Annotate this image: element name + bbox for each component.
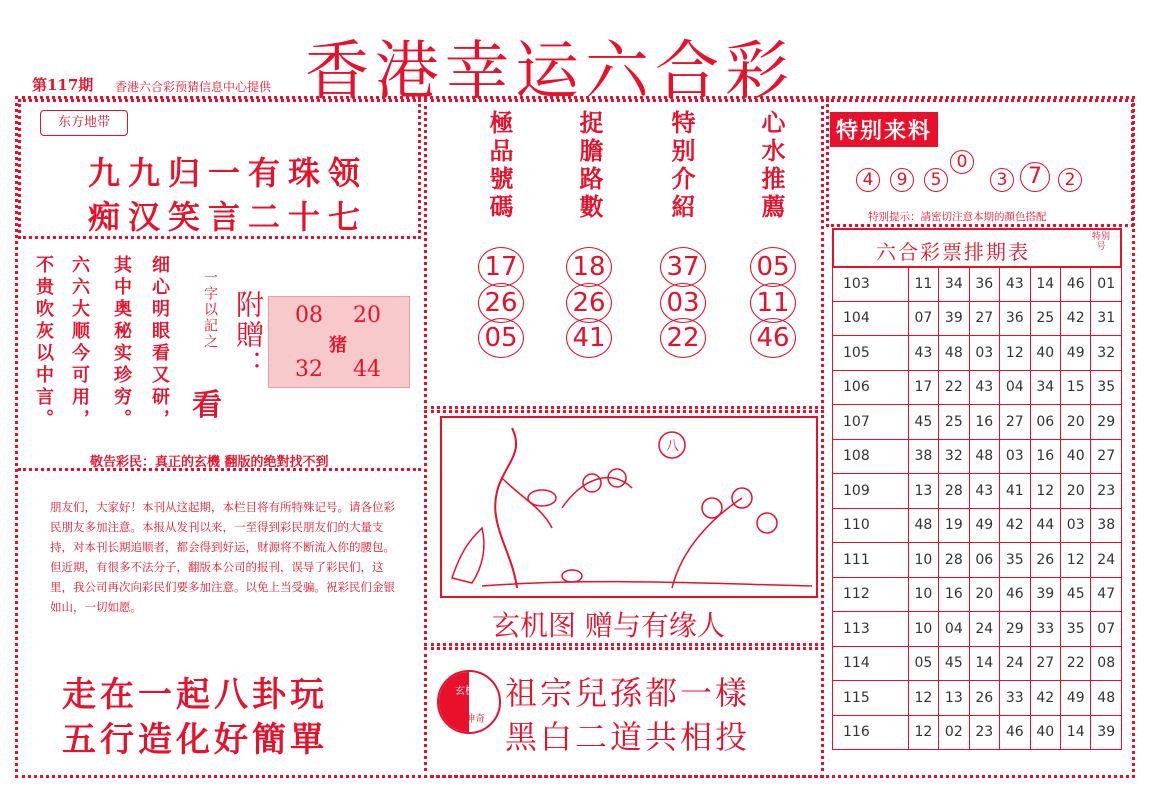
number-cell: 39 <box>1030 577 1060 612</box>
bottom-mid-line1: 祖宗兒孫都一樣 <box>505 674 751 712</box>
yinyang-icon <box>437 670 501 734</box>
number-cell: 03 <box>969 336 999 371</box>
special-ball-6: 7 <box>1020 162 1050 192</box>
period-cell: 108 <box>833 439 909 474</box>
hint-label: 一字以記之 <box>202 270 218 350</box>
page-title: 香港幸运六合彩 <box>305 35 795 109</box>
column3-number-1: 37 <box>660 247 706 287</box>
number-cell: 08 <box>1091 646 1122 681</box>
number-cell: 23 <box>1091 474 1122 509</box>
number-cell: 24 <box>969 612 999 647</box>
number-cell: 23 <box>969 715 999 750</box>
plant-stem <box>672 498 742 588</box>
bottom-left-line1: 走在一起八卦玩 <box>62 675 328 715</box>
number-cell: 05 <box>908 646 938 681</box>
poem-col-4: 细心明眼看又研， <box>149 255 170 431</box>
number-cell: 38 <box>908 439 938 474</box>
number-cell: 12 <box>1030 474 1060 509</box>
number-cell: 43 <box>969 474 999 509</box>
number-cell: 45 <box>1060 577 1090 612</box>
number-cell: 36 <box>969 267 999 302</box>
number-cell: 20 <box>1060 405 1090 440</box>
number-cell: 31 <box>1091 301 1122 336</box>
number-cell: 39 <box>1091 715 1122 750</box>
number-cell: 27 <box>969 301 999 336</box>
period-cell: 113 <box>833 612 909 647</box>
bottom-mid-line2: 黑白二道共相投 <box>505 718 751 756</box>
number-cell: 13 <box>908 474 938 509</box>
number-cell: 45 <box>908 405 938 440</box>
number-cell: 49 <box>969 508 999 543</box>
gift-number-1: 08 <box>295 303 323 328</box>
number-cell: 45 <box>939 646 969 681</box>
table-row <box>833 508 1122 543</box>
number-cell: 34 <box>939 267 969 302</box>
period-cell: 116 <box>833 715 909 750</box>
column2-number-3: 41 <box>566 318 612 358</box>
period-cell: 110 <box>833 508 909 543</box>
ground-line <box>482 582 812 586</box>
period-cell: 104 <box>833 301 909 336</box>
gift-label: 附贈： <box>232 290 265 380</box>
number-cell: 40 <box>1030 715 1060 750</box>
yinyang-text-top: 玄機 <box>455 686 475 697</box>
bottom-left-line2: 五行造化好簡單 <box>62 720 328 760</box>
table-row <box>833 336 1122 371</box>
gift-number-2: 20 <box>353 303 381 328</box>
number-cell: 07 <box>1091 612 1122 647</box>
gift-box <box>268 296 410 388</box>
number-cell: 46 <box>1000 715 1030 750</box>
flower-3 <box>702 498 722 518</box>
table-row <box>833 267 1122 302</box>
slogan-line2: 痴汉笑言二十七 <box>88 198 369 236</box>
column1-number-1: 17 <box>478 247 524 287</box>
number-cell: 38 <box>1091 508 1122 543</box>
number-cell: 20 <box>1060 474 1090 509</box>
number-cell: 11 <box>908 267 938 302</box>
number-cell: 24 <box>1000 646 1030 681</box>
number-cell: 12 <box>908 681 938 716</box>
number-cell: 49 <box>1060 336 1090 371</box>
number-cell: 14 <box>1060 715 1090 750</box>
number-cell: 10 <box>908 612 938 647</box>
number-cell: 46 <box>1000 577 1030 612</box>
tree-branch <box>502 478 552 528</box>
period-cell: 112 <box>833 577 909 612</box>
number-cell: 40 <box>1060 439 1090 474</box>
table-row <box>833 543 1122 578</box>
column1-number-2: 26 <box>478 283 524 323</box>
number-cell: 48 <box>939 336 969 371</box>
poem-col-1: 不贵吹灰以中言。 <box>33 255 54 431</box>
number-cell: 39 <box>939 301 969 336</box>
number-cell: 32 <box>1091 336 1122 371</box>
number-cell: 22 <box>1060 646 1090 681</box>
gift-zodiac: 猪 <box>329 335 347 356</box>
number-cell: 34 <box>1030 370 1060 405</box>
yinyang-text-bottom: 神奇 <box>465 714 485 725</box>
number-cell: 28 <box>939 543 969 578</box>
poem-col-2: 六六大顺今可用， <box>69 255 90 431</box>
number-cell: 42 <box>1030 681 1060 716</box>
table-row <box>833 681 1122 716</box>
special-ball-2: 9 <box>890 168 914 192</box>
number-cell: 12 <box>1060 543 1090 578</box>
period-cell: 103 <box>833 267 909 302</box>
schedule-table <box>832 266 1122 750</box>
table-row <box>833 715 1122 750</box>
table-row <box>833 474 1122 509</box>
number-cell: 14 <box>1030 267 1060 302</box>
poem-col-3: 其中奥秘实珍穷。 <box>111 255 132 431</box>
number-cell: 35 <box>1060 612 1090 647</box>
special-ball-7: 2 <box>1058 168 1082 192</box>
number-cell: 43 <box>1000 267 1030 302</box>
number-cell: 46 <box>1060 267 1090 302</box>
period-cell: 109 <box>833 474 909 509</box>
number-cell: 16 <box>939 577 969 612</box>
number-cell: 33 <box>1030 612 1060 647</box>
number-cell: 10 <box>908 543 938 578</box>
number-cell: 03 <box>1000 439 1030 474</box>
number-cell: 48 <box>908 508 938 543</box>
number-cell: 03 <box>1060 508 1090 543</box>
divider-left <box>18 468 421 471</box>
number-cell: 02 <box>939 715 969 750</box>
gift-number-4: 44 <box>353 357 381 382</box>
sun-text: 八 <box>666 439 680 454</box>
provider-text: 香港六合彩预猜信息中心提供 <box>115 80 272 94</box>
column4-number-3: 46 <box>750 318 796 358</box>
number-cell: 44 <box>1030 508 1060 543</box>
number-cell: 27 <box>1000 405 1030 440</box>
number-cell: 40 <box>1030 336 1060 371</box>
number-cell: 24 <box>1091 543 1122 578</box>
number-cell: 28 <box>939 474 969 509</box>
tree-trunk <box>495 428 517 588</box>
special-note: 特别提示：請密切注意本期的顏色搭配 <box>868 211 1047 223</box>
number-cell: 19 <box>939 508 969 543</box>
number-cell: 16 <box>969 405 999 440</box>
number-cell: 29 <box>1000 612 1030 647</box>
number-cell: 20 <box>969 577 999 612</box>
number-cell: 12 <box>908 715 938 750</box>
number-cell: 25 <box>1030 301 1060 336</box>
special-ball-5: 3 <box>990 168 1014 192</box>
table-row <box>833 439 1122 474</box>
number-cell: 32 <box>939 439 969 474</box>
schedule-header <box>832 228 1122 268</box>
hint-value: 看 <box>192 388 222 423</box>
number-cell: 41 <box>1000 474 1030 509</box>
number-cell: 35 <box>1000 543 1030 578</box>
column1-number-3: 05 <box>478 318 524 358</box>
special-title: 特别来料 <box>830 112 938 147</box>
number-cell: 17 <box>908 370 938 405</box>
table-row <box>833 301 1122 336</box>
period-cell: 107 <box>833 405 909 440</box>
number-cell: 10 <box>908 577 938 612</box>
schedule-table-body <box>833 267 1122 750</box>
letter-body: 朋友们，大家好！本刊从这起期，本栏目将有所特殊记号。请各位彩民朋友多加注意。本报从发刊以来，一至得到彩民朋友们的大量支持，对本刊长期追顺者，都会得到好运，财源将不断流入你的腰包。但近期，有很多不法分子，翻版本公司的报刊，误导了彩民们，这里，我公司再次向彩民们要多加注意。以免上当受骗。祝彩民们金银如山，一切如愿。 <box>50 500 395 614</box>
table-row <box>833 577 1122 612</box>
column2-number-2: 26 <box>566 283 612 323</box>
column-title-3: 特别介紹 <box>667 110 696 222</box>
column4-number-1: 05 <box>750 247 796 287</box>
issue-number: 第117期 <box>32 76 94 94</box>
schedule-title: 六合彩票排期表 <box>876 240 1030 264</box>
number-cell: 04 <box>1000 370 1030 405</box>
number-cell: 48 <box>969 439 999 474</box>
flower-1 <box>583 474 601 492</box>
number-cell: 43 <box>969 370 999 405</box>
number-cell: 26 <box>969 681 999 716</box>
column2-number-1: 18 <box>566 247 612 287</box>
number-cell: 01 <box>1091 267 1122 302</box>
column3-number-3: 22 <box>660 318 706 358</box>
number-cell: 26 <box>1030 543 1060 578</box>
number-cell: 22 <box>939 370 969 405</box>
number-cell: 07 <box>908 301 938 336</box>
number-cell: 33 <box>1000 681 1030 716</box>
mystery-picture-drawing <box>442 418 816 596</box>
slogan-line1: 九九归一有珠领 <box>88 154 369 192</box>
stamp <box>40 110 128 136</box>
special-ball-1: 4 <box>856 168 880 192</box>
number-cell: 27 <box>1091 439 1122 474</box>
number-cell: 16 <box>1030 439 1060 474</box>
number-cell: 06 <box>1030 405 1060 440</box>
table-row <box>833 405 1122 440</box>
number-cell: 49 <box>1060 681 1090 716</box>
table-row <box>833 370 1122 405</box>
number-cell: 14 <box>969 646 999 681</box>
table-row <box>833 612 1122 647</box>
column-title-4: 心水推薦 <box>757 110 786 222</box>
number-cell: 43 <box>908 336 938 371</box>
number-cell: 36 <box>1000 301 1030 336</box>
schedule-corner: 特别号 <box>1091 232 1110 252</box>
period-cell: 106 <box>833 370 909 405</box>
number-cell: 42 <box>1000 508 1030 543</box>
stamp-text: 东方地带 <box>57 115 110 130</box>
period-cell: 111 <box>833 543 909 578</box>
flower-5 <box>757 513 777 533</box>
number-cell: 47 <box>1091 577 1122 612</box>
picture-caption: 玄机图 赠与有缘人 <box>492 609 725 642</box>
mystery-picture <box>440 416 818 598</box>
column-title-2: 捉膽路數 <box>575 110 604 222</box>
column3-number-2: 03 <box>660 283 706 323</box>
special-ball-3: 5 <box>924 168 948 192</box>
period-cell: 115 <box>833 681 909 716</box>
number-cell: 15 <box>1060 370 1090 405</box>
column4-number-2: 11 <box>750 283 796 323</box>
special-ball-4: 0 <box>950 150 974 174</box>
gift-number-3: 32 <box>295 357 323 382</box>
rock-shape <box>452 528 484 583</box>
bird-ground <box>562 570 582 582</box>
number-cell: 06 <box>969 543 999 578</box>
number-cell: 25 <box>939 405 969 440</box>
number-cell: 12 <box>1000 336 1030 371</box>
table-row <box>833 646 1122 681</box>
number-cell: 29 <box>1091 405 1122 440</box>
period-cell: 114 <box>833 646 909 681</box>
number-cell: 04 <box>939 612 969 647</box>
number-cell: 13 <box>939 681 969 716</box>
period-cell: 105 <box>833 336 909 371</box>
number-cell: 48 <box>1091 681 1122 716</box>
bird-shape <box>528 490 556 506</box>
number-cell: 35 <box>1091 370 1122 405</box>
warning-text: 敬告彩民：真正的玄機 翻版的绝對找不到 <box>90 455 329 470</box>
number-cell: 42 <box>1060 301 1090 336</box>
column-title-1: 極品號碼 <box>485 110 514 222</box>
number-cell: 27 <box>1030 646 1060 681</box>
branch-flowers <box>562 478 632 508</box>
